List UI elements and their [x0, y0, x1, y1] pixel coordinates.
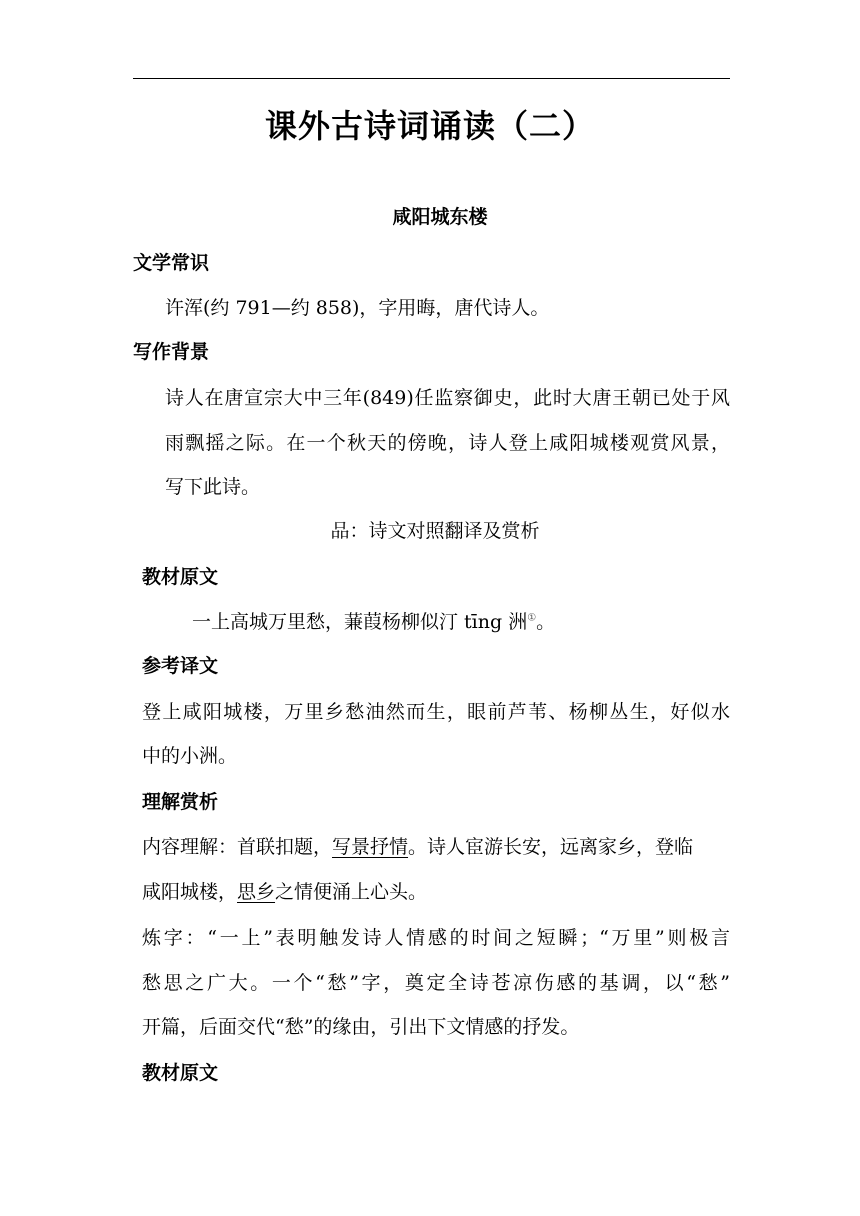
content-line2-prefix: 咸阳城楼， [142, 881, 238, 903]
heading-translation: 参考译文 [142, 655, 219, 677]
content-line1-prefix: 内容理解：首联扣题， [142, 836, 333, 858]
content-understanding-line-1 [142, 838, 730, 857]
translation-line-1: 登上咸阳城楼，万里乡愁油然而生，眼前芦苇、杨柳丛生，好似水 [142, 701, 730, 723]
content-line2-suffix: 之情便涌上心头。 [275, 881, 428, 903]
original-verse-punct: 。 [536, 611, 556, 633]
underlined-keyword-1: 写景抒情 [332, 836, 409, 858]
header-rule [133, 78, 730, 79]
word-choice-line-1: 炼字：“一上”表明触发诗人情感的时间之短瞬；“万里”则极言 [142, 927, 730, 949]
heading-original-text-1: 教材原文 [142, 566, 219, 588]
translation-line-2: 中的小洲。 [142, 745, 238, 767]
footnote-marker: ① [527, 612, 537, 624]
comparison-heading: 品：诗文对照翻译及赏析 [330, 520, 540, 542]
heading-background: 写作背景 [133, 341, 210, 363]
content-understanding-line-2 [142, 883, 427, 902]
heading-original-text-2: 教材原文 [142, 1062, 219, 1084]
heading-appreciation: 理解赏析 [142, 791, 219, 813]
underlined-keyword-2: 思乡 [237, 881, 276, 903]
background-line-1: 诗人在唐宣宗大中三年(849)任监察御史，此时大唐王朝已处于风 [165, 387, 730, 409]
original-verse: 一上高城万里愁，蒹葭杨柳似汀 tīng 洲 [192, 611, 528, 633]
original-text-1 [192, 613, 555, 632]
heading-literary-knowledge: 文学常识 [133, 252, 210, 274]
page-title: 课外古诗词诵读（二） [264, 107, 595, 145]
word-choice-line-3: 开篇，后面交代“愁”的缘由，引出下文情感的抒发。 [142, 1016, 580, 1038]
word-choice-line-2: 愁思之广大。一个“愁”字，奠定全诗苍凉伤感的基调，以“愁” [142, 972, 730, 994]
poem-title: 咸阳城东楼 [392, 206, 488, 228]
literary-knowledge-text: 许浑(约 791—约 858)，字用晦，唐代诗人。 [165, 297, 550, 319]
background-line-3: 写下此诗。 [165, 476, 261, 498]
background-line-2: 雨飘摇之际。在一个秋天的傍晚，诗人登上咸阳城楼观赏风景， [165, 432, 730, 454]
content-line1-suffix: 。诗人宦游长安，远离家乡，登临 [408, 836, 694, 858]
